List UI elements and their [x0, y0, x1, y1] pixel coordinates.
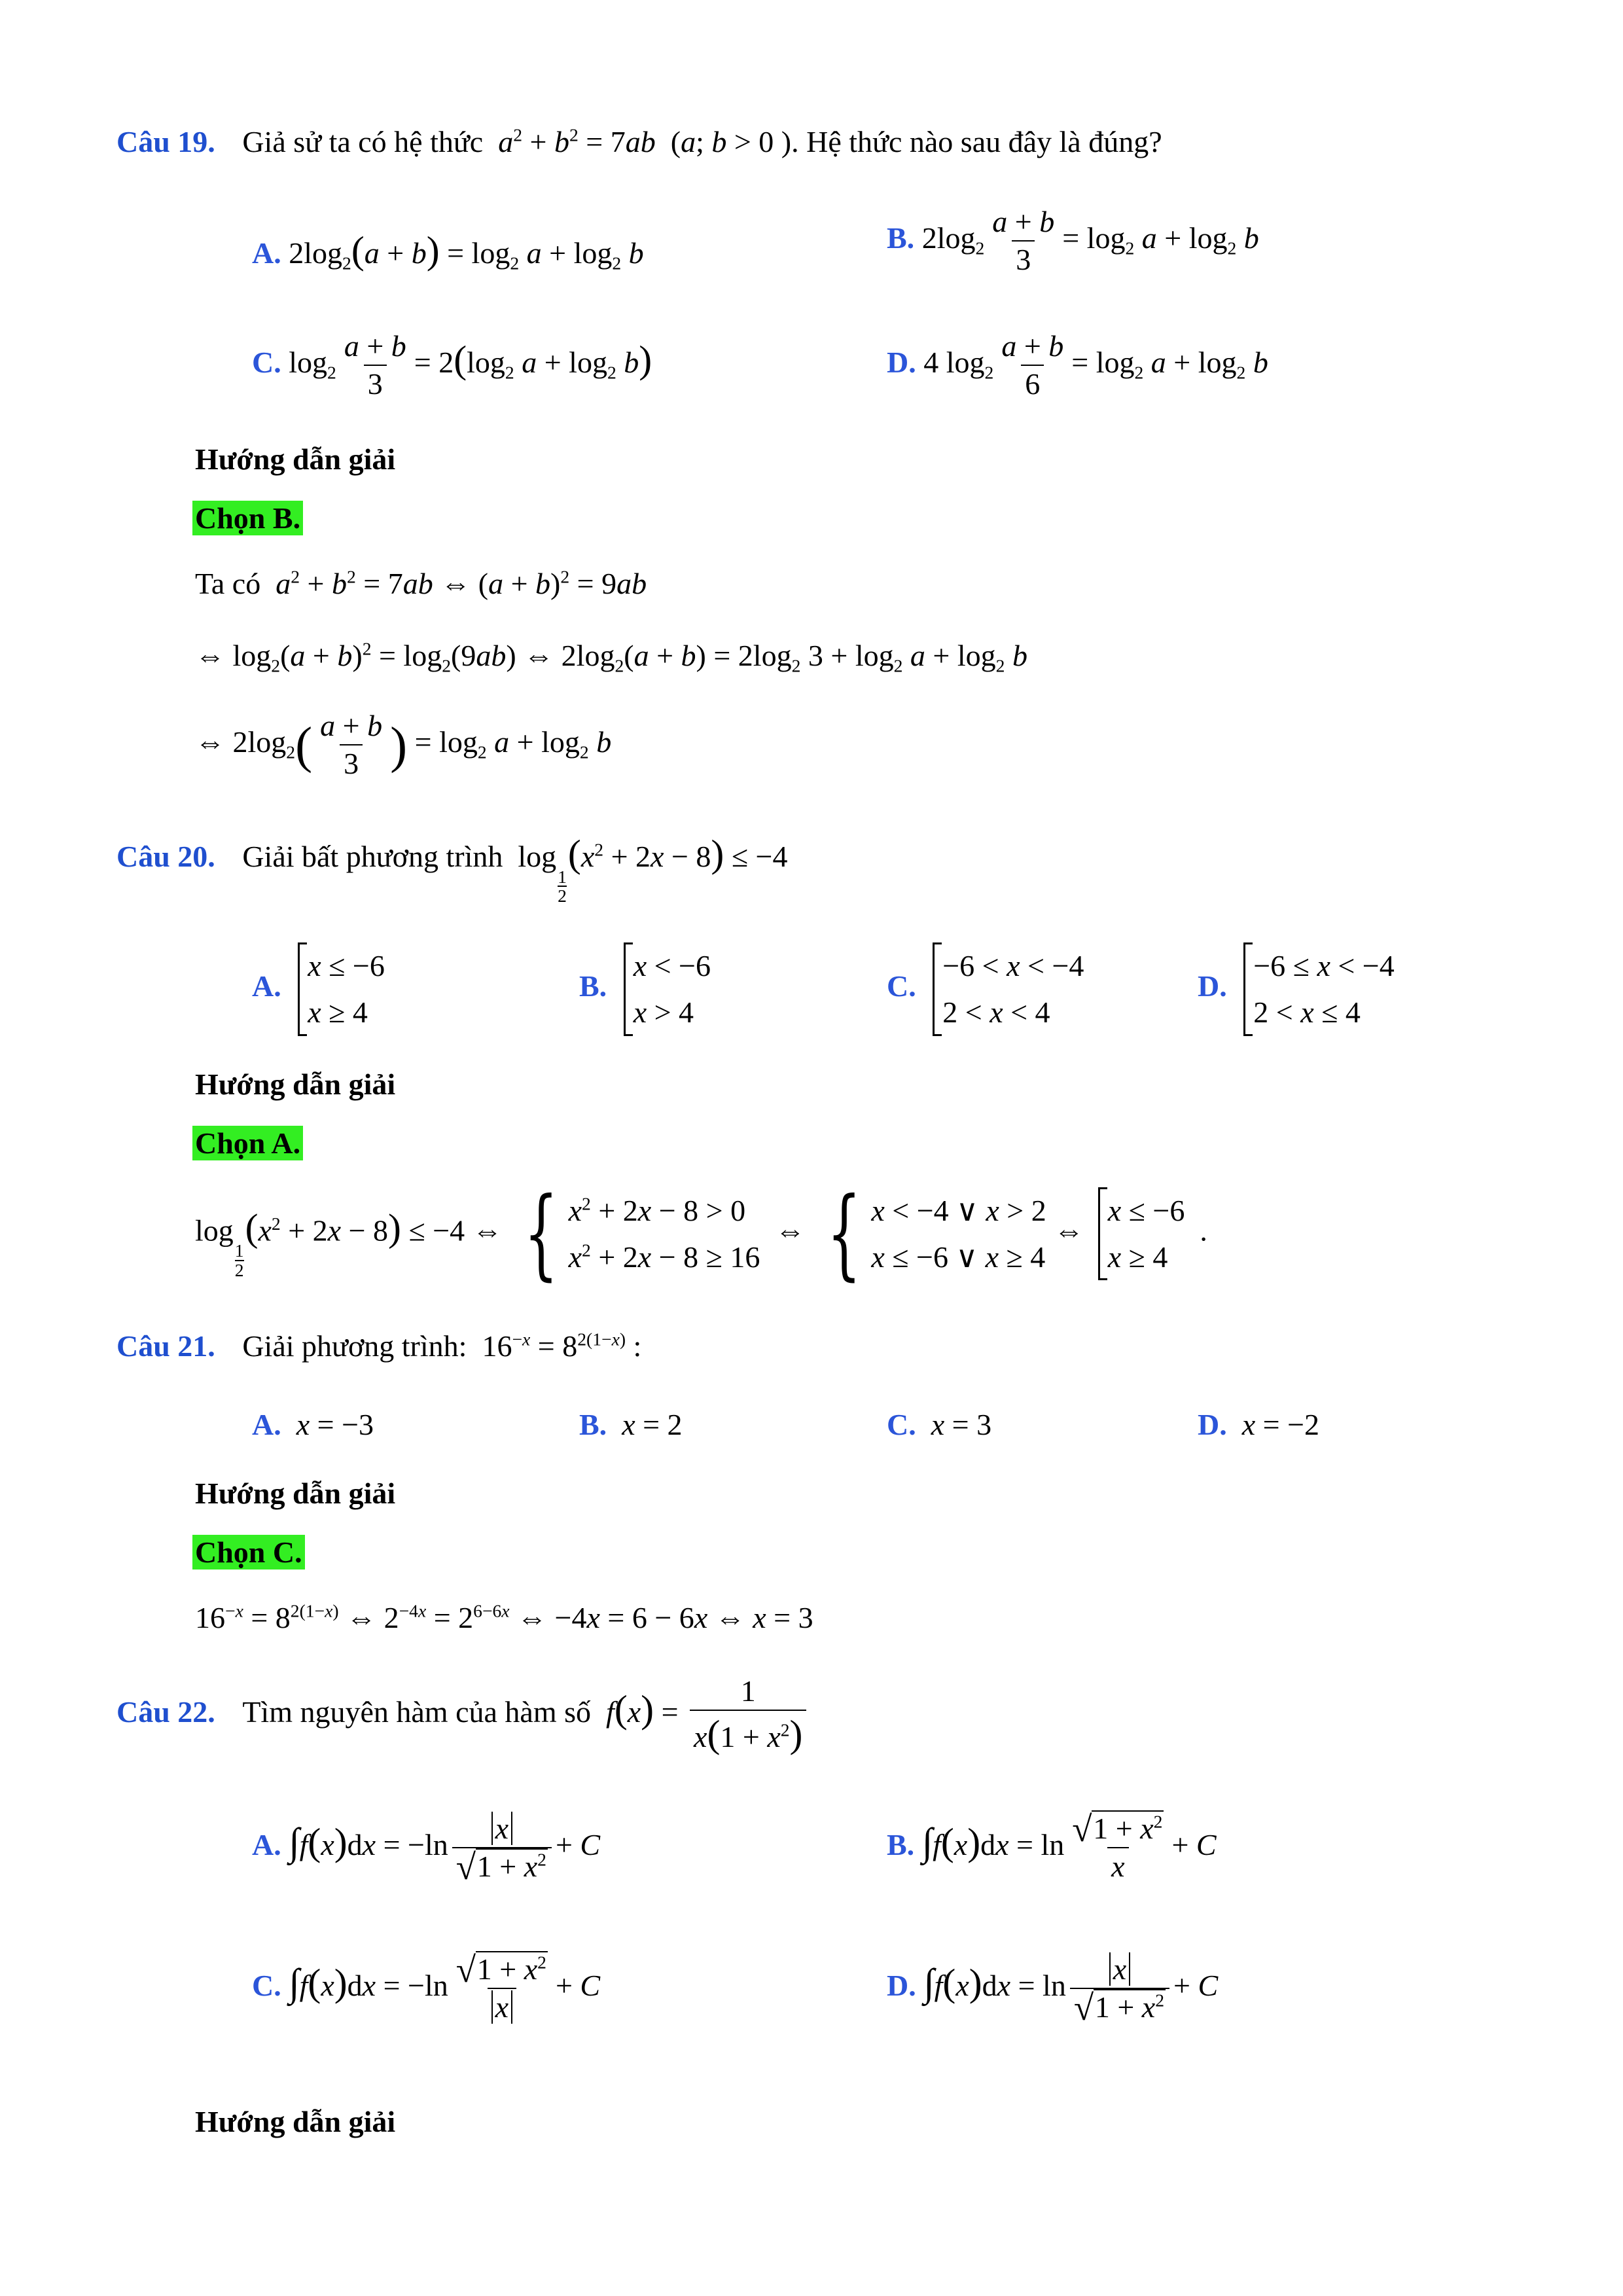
q19-option-c[interactable]: C. $\log_2$ $\frac{a + b}{3}$ = $2(\log_2$ $a + \log_2 b$): [252, 329, 652, 401]
q21-option-a[interactable]: A. x = −3: [252, 1408, 374, 1441]
q19-ta-co: Ta có: [195, 567, 261, 600]
q20-option-a[interactable]: A. x ≤ −6 x ≥ 4: [252, 942, 385, 1036]
q20-answer-choice: Chọn A.: [192, 1126, 303, 1160]
q19-option-d[interactable]: D. 4 $\log_2$ $\frac{a + b}{6}$ = $\log_2 a + \log_2 b$: [887, 329, 1268, 401]
q21-option-c[interactable]: C. x = 3: [887, 1408, 992, 1441]
q21-answer-choice: Chọn C.: [192, 1535, 305, 1570]
question-20-text: Giải bất phương trình: [242, 840, 503, 873]
question-19-formula: $a^2 + b^2 = 7ab$ (a; b > 0 ): [498, 124, 792, 158]
q22-option-d-label: D.: [887, 1968, 916, 2002]
question-20-formula: log $\frac{1}{2}$ $(x^2 + 2x - 8) \le -4$: [510, 832, 788, 906]
q22-option-d[interactable]: D. ∫f(x)dx = ln x √ $1 + x^2$ + C: [887, 1954, 1218, 2024]
q19-option-d-label: D.: [887, 345, 916, 379]
question-20-label: Câu 20.: [116, 840, 215, 873]
q20-solution-heading: Hướng dẫn giải: [195, 1067, 396, 1101]
q22-solution-heading: Hướng dẫn giải: [195, 2105, 396, 2138]
q22-option-b-label: B.: [887, 1827, 915, 1861]
q20-option-c-label: C.: [887, 969, 916, 1003]
q19-option-c-label: C.: [252, 345, 281, 379]
question-19-text-end: . Hệ thức nào sau đây là đúng?: [791, 125, 1162, 158]
q21-option-b[interactable]: B. x = 2: [579, 1408, 683, 1441]
q21-option-a-label: A.: [252, 1408, 281, 1441]
question-22-formula: f(x) = $\frac{1}{x(1 + x^2)}$: [599, 1695, 811, 1729]
q21-solution-heading: Hướng dẫn giải: [195, 1477, 396, 1510]
q22-option-c-label: C.: [252, 1968, 281, 2002]
q19-option-a-label: A.: [252, 236, 281, 270]
q21-option-c-label: C.: [887, 1408, 916, 1441]
q19-solution-line-3: ⇔ $2\log_2$( $\frac{a + b}{3}$ ) = $\log_2 a + \log_2 b$: [195, 709, 612, 781]
question-19-text: Giả sử ta có hệ thức: [242, 125, 484, 158]
q22-option-b[interactable]: B. ∫f(x)dx = ln √ $\frac{1 + x^2}{x}$ + C: [887, 1813, 1217, 1883]
q21-solution-line: $16^{-x} = 8^{2(1-x)}$ ⇔ $2^{-4x} = 2^{6-6x}$ ⇔ −4x = 6 − 6x ⇔ x = 3: [195, 1600, 813, 1634]
q19-option-b-label: B.: [887, 221, 915, 255]
question-21: [116, 1329, 641, 1363]
q20-option-b[interactable]: B. x < −6 x > 4: [579, 942, 711, 1036]
q19-solution-line-1: Ta có $a^2 + b^2 = 7ab$ ⇔ $(a + b)^2 = 9ab$: [195, 566, 647, 600]
q21-option-d-label: D.: [1198, 1408, 1227, 1441]
q21-option-b-label: B.: [579, 1408, 607, 1441]
question-20: [116, 831, 788, 905]
question-21-formula: $16^{-x} = 8^{2(1-x)}$ :: [474, 1329, 642, 1363]
q20-option-c[interactable]: C. −6 < x < −4 2 < x < 4: [887, 942, 1084, 1036]
q22-option-a-label: A.: [252, 1827, 281, 1861]
q22-option-c[interactable]: C. ∫f(x)dx = −ln √ $\frac{1 + x^2}{x}$ + C: [252, 1954, 600, 2024]
q19-option-b[interactable]: B. $2\log_2$ $\frac{a + b}{3}$ = $\log_2 a + \log_2 b$: [887, 205, 1259, 277]
q21-option-d[interactable]: D. x = −2: [1198, 1408, 1320, 1441]
question-22-text: Tìm nguyên hàm của hàm số: [242, 1695, 592, 1729]
q19-solution-heading: Hướng dẫn giải: [195, 442, 396, 476]
q19-solution-line-2: ⇔ $\log_2(a + b)^2 = \log_2(9ab)$ ⇔ $2\log_2(a + b) = 2\log_2$ $3 + \log_2 a + \log_2 b$: [195, 638, 1027, 676]
q19-answer-choice: Chọn B.: [192, 501, 303, 535]
q20-option-a-label: A.: [252, 969, 281, 1003]
question-21-label: Câu 21.: [116, 1329, 215, 1363]
question-22: [116, 1676, 810, 1755]
question-19-label: Câu 19.: [116, 125, 215, 158]
question-21-text: Giải phương trình:: [242, 1329, 467, 1363]
q20-option-b-label: B.: [579, 969, 607, 1003]
question-19: [116, 124, 1162, 159]
q22-option-a[interactable]: A. ∫f(x)dx = −ln x √ $1 + x^2$ + C: [252, 1813, 600, 1883]
q20-solution-line: log $\frac{1}{2}$ $(x^2 + 2x - 8) \le -4$ ⇔ { $x^2 + 2x - 8 > 0$ $x^2 + 2x - 8 \ge 16$ ⇔ { x < −4 ∨ x > 2 x ≤ −6 ∨ x ≥ 4 ⇔ x ≤ −6 x ≥ 4 .: [195, 1177, 1207, 1291]
q20-option-d[interactable]: D. −6 ≤ x < −4 2 < x ≤ 4: [1198, 942, 1395, 1036]
question-22-label: Câu 22.: [116, 1695, 215, 1729]
q20-option-d-label: D.: [1198, 969, 1227, 1003]
q19-option-a[interactable]: A. $2\log_2(a + b) = \log_2 a + \log_2 b$: [252, 228, 644, 274]
